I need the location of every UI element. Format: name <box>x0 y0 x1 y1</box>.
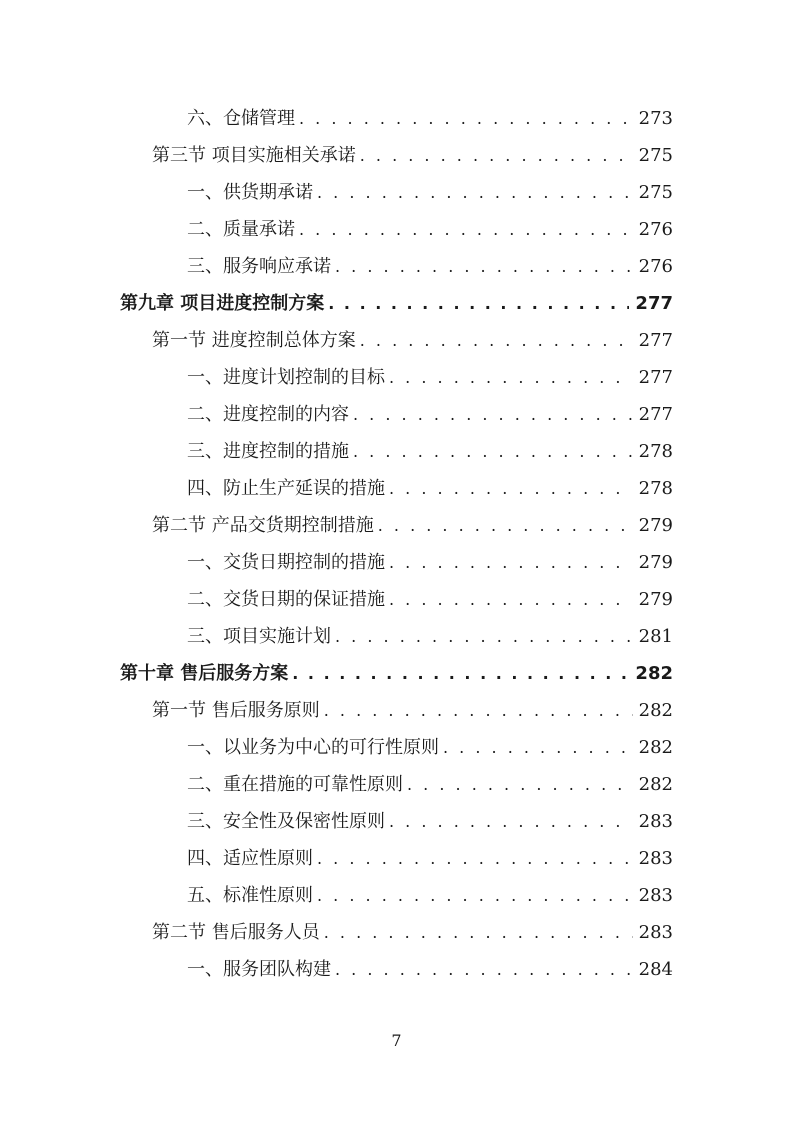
dot-leader <box>378 507 633 544</box>
toc-entry[interactable] <box>152 692 673 729</box>
toc-entry-page: 277 <box>638 367 673 388</box>
toc-entry-title: 二、重在措施的可靠性原则 <box>187 774 403 795</box>
toc-entry[interactable] <box>187 433 673 470</box>
dot-leader <box>389 581 633 618</box>
toc-entry-page: 277 <box>635 293 673 314</box>
toc-entry-title: 第一节 售后服务原则 <box>152 700 320 721</box>
toc-entry-page: 283 <box>638 811 673 832</box>
toc-entry[interactable] <box>187 729 673 766</box>
toc-entry[interactable] <box>187 618 673 655</box>
dot-leader <box>443 729 633 766</box>
toc-entry-page: 282 <box>635 663 673 684</box>
toc-entry-title: 一、交货日期控制的措施 <box>187 552 385 573</box>
dot-leader <box>292 655 629 692</box>
toc-entry[interactable] <box>152 507 673 544</box>
toc-entry[interactable] <box>187 396 673 433</box>
toc-entry-page: 279 <box>638 552 673 573</box>
toc-entry-title: 一、服务团队构建 <box>187 959 331 980</box>
toc-entry-title: 第三节 项目实施相关承诺 <box>152 145 356 166</box>
toc-entry-title: 二、进度控制的内容 <box>187 404 349 425</box>
toc-entry-title: 二、质量承诺 <box>187 219 295 240</box>
page-number: 7 <box>391 1031 402 1050</box>
toc-entry-title: 三、项目实施计划 <box>187 626 331 647</box>
dot-leader <box>328 285 629 322</box>
toc-entry[interactable] <box>187 581 673 618</box>
toc-chapter-entry[interactable] <box>120 285 673 322</box>
dot-leader <box>324 692 633 729</box>
toc-entry-page: 277 <box>638 330 673 351</box>
toc-entry-page: 284 <box>638 959 673 980</box>
dot-leader <box>335 618 633 655</box>
toc-entry-title: 四、防止生产延误的措施 <box>187 478 385 499</box>
toc-entry-page: 282 <box>638 700 673 721</box>
toc-entry-page: 278 <box>638 478 673 499</box>
dot-leader <box>335 248 633 285</box>
toc-entry-page: 276 <box>638 219 673 240</box>
toc-entry-title: 三、进度控制的措施 <box>187 441 349 462</box>
dot-leader <box>299 211 633 248</box>
toc-entry-page: 282 <box>638 737 673 758</box>
toc-entry[interactable] <box>187 248 673 285</box>
toc-entry[interactable] <box>152 137 673 174</box>
toc-entry[interactable] <box>187 470 673 507</box>
toc-entry-title: 一、进度计划控制的目标 <box>187 367 385 388</box>
toc-entry-title: 第二节 产品交货期控制措施 <box>152 515 374 536</box>
dot-leader <box>317 877 633 914</box>
dot-leader <box>389 470 633 507</box>
toc-entry-title: 二、交货日期的保证措施 <box>187 589 385 610</box>
dot-leader <box>407 766 633 803</box>
dot-leader <box>389 803 633 840</box>
toc-entry-page: 283 <box>638 922 673 943</box>
toc-entry-title: 一、以业务为中心的可行性原则 <box>187 737 439 758</box>
dot-leader <box>353 433 633 470</box>
toc-entry-title: 三、服务响应承诺 <box>187 256 331 277</box>
toc-entry-title: 第二节 售后服务人员 <box>152 922 320 943</box>
toc-entry-page: 282 <box>638 774 673 795</box>
dot-leader <box>360 322 633 359</box>
dot-leader <box>324 914 633 951</box>
toc-entry-title: 第十章 售后服务方案 <box>120 663 289 684</box>
toc-entry[interactable] <box>187 803 673 840</box>
toc-entry-page: 277 <box>638 404 673 425</box>
toc-entry-title: 一、供货期承诺 <box>187 182 313 203</box>
toc-entry[interactable] <box>152 914 673 951</box>
dot-leader <box>317 840 633 877</box>
toc-entry[interactable] <box>187 877 673 914</box>
toc-entry-title: 三、安全性及保密性原则 <box>187 811 385 832</box>
dot-leader <box>335 951 633 988</box>
dot-leader <box>360 137 633 174</box>
dot-leader <box>353 396 633 433</box>
dot-leader <box>389 544 633 581</box>
toc-entry[interactable] <box>187 174 673 211</box>
toc-entry-title: 五、标准性原则 <box>187 885 313 906</box>
toc-entry-page: 283 <box>638 848 673 869</box>
toc-entry-page: 278 <box>638 441 673 462</box>
dot-leader <box>389 359 633 396</box>
toc-entry[interactable] <box>187 544 673 581</box>
dot-leader <box>299 100 633 137</box>
toc-entry-page: 283 <box>638 885 673 906</box>
toc-entry-title: 第九章 项目进度控制方案 <box>120 293 325 314</box>
toc-entry-page: 279 <box>638 515 673 536</box>
toc-entry-page: 273 <box>638 108 673 129</box>
toc-entry[interactable] <box>187 951 673 988</box>
toc-chapter-entry[interactable] <box>120 655 673 692</box>
toc-entry[interactable] <box>187 840 673 877</box>
toc-entry[interactable] <box>187 100 673 137</box>
toc-entry[interactable] <box>152 322 673 359</box>
toc-entry-page: 275 <box>638 145 673 166</box>
dot-leader <box>317 174 633 211</box>
toc-entry-page: 281 <box>638 626 673 647</box>
toc-entry[interactable] <box>187 359 673 396</box>
toc-entry-page: 275 <box>638 182 673 203</box>
toc-entry-title: 第一节 进度控制总体方案 <box>152 330 356 351</box>
toc-entry[interactable] <box>187 766 673 803</box>
toc-entry-title: 六、仓储管理 <box>187 108 295 129</box>
toc-entry-page: 279 <box>638 589 673 610</box>
toc-entry-title: 四、适应性原则 <box>187 848 313 869</box>
toc-entry-page: 276 <box>638 256 673 277</box>
toc-entry[interactable] <box>187 211 673 248</box>
